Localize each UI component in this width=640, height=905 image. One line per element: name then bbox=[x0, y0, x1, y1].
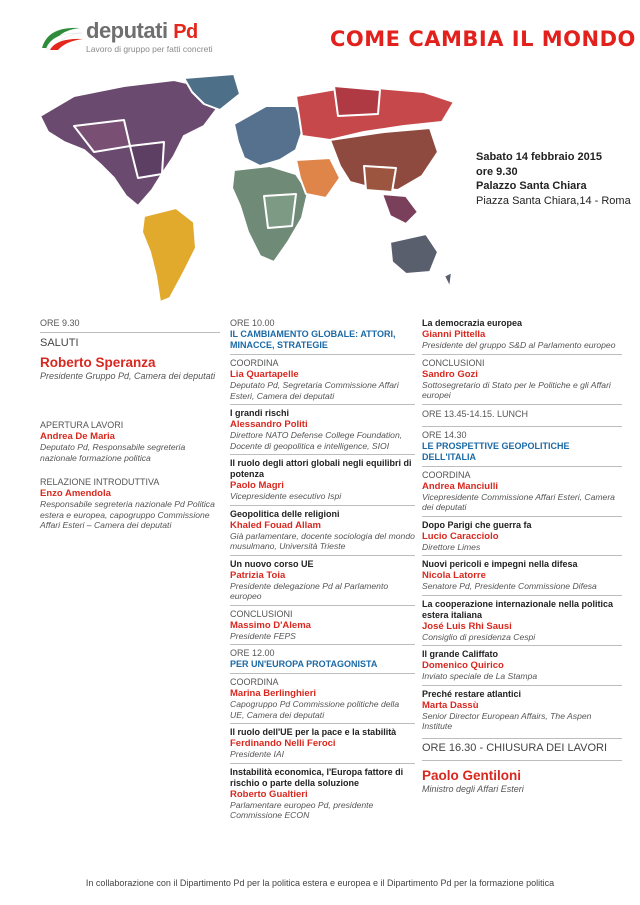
speaker-name: Roberto Speranza bbox=[40, 355, 156, 370]
talk-topic: Il grande Califfato bbox=[422, 649, 499, 659]
speaker-name: José Luis Rhi Sausi bbox=[422, 620, 512, 632]
pd-logo-mark bbox=[40, 22, 84, 52]
speaker-name: Alessandro Politi bbox=[230, 419, 308, 430]
speaker-role: Direttore NATO Defense College Foundation, Docente di geopolitica e intelligence, SIOI bbox=[230, 430, 403, 451]
speaker-name: Khaled Fouad Allam bbox=[230, 519, 321, 531]
page-title: COME CAMBIA IL MONDO bbox=[330, 27, 636, 51]
speaker-name: Sandro Gozi bbox=[422, 368, 478, 380]
time-label: ORE 14.30 bbox=[422, 429, 467, 440]
talk-topic: Il ruolo degli attori globali negli equilibri di potenza bbox=[230, 458, 412, 479]
talk-topic: Il ruolo dell'UE per la pace e la stabilità bbox=[230, 727, 397, 737]
speaker-name: Patrizia Toia bbox=[230, 569, 286, 581]
world-map-illustration bbox=[34, 66, 474, 308]
speaker-role: Senatore Pd, Presidente Commissione Difesa bbox=[422, 581, 597, 591]
speaker-role: Direttore Limes bbox=[422, 541, 481, 552]
australia-shape bbox=[390, 234, 438, 274]
speaker-name: Lia Quartapelle bbox=[230, 369, 299, 380]
speaker-role: Presidente Gruppo Pd, Camera dei deputati bbox=[40, 371, 216, 381]
speaker-name: Andrea Manciulli bbox=[422, 480, 499, 492]
coordina-label: COORDINA bbox=[230, 677, 279, 687]
relazione-label: RELAZIONE INTRODUTTIVA bbox=[40, 477, 160, 487]
speaker-role: Presidente delegazione Pd al Parlamento europeo bbox=[230, 580, 389, 601]
logo-tagline: Lavoro di gruppo per fatti concreti bbox=[86, 44, 213, 54]
speaker-role: Parlamentare europeo Pd, presidente Commissione ECON bbox=[230, 799, 374, 820]
speaker-role: Senior Director European Affairs, The Aspen Institute bbox=[422, 710, 592, 731]
session-title: LE PROSPETTIVE GEOPOLITICHE DELL'ITALIA bbox=[422, 440, 570, 462]
closing-label: ORE 16.30 - CHIUSURA DEI LAVORI bbox=[422, 741, 608, 754]
speaker-name: Roberto Gualtieri bbox=[230, 788, 308, 800]
speaker-name: Marta Dassù bbox=[422, 699, 479, 711]
speaker-role: Presidente IAI bbox=[230, 749, 284, 759]
speaker-name: Marina Berlinghieri bbox=[230, 688, 317, 699]
footer-note: In collaborazione con il Dipartimento Pd per la politica estera e europea e il Dipartimento Pd per la formazione politica bbox=[85, 878, 555, 888]
coordina-label: COORDINA bbox=[422, 469, 471, 480]
talk-topic: Preché restare atlantici bbox=[422, 688, 522, 699]
speaker-name: Enzo Amendola bbox=[40, 488, 111, 499]
session-title: IL CAMBIAMENTO GLOBALE: ATTORI, MINACCE, STRATEGIE bbox=[230, 329, 396, 350]
speaker-name: Massimo D'Alema bbox=[230, 619, 311, 631]
apertura-label: APERTURA LAVORI bbox=[40, 420, 124, 430]
program-column-3 bbox=[422, 318, 622, 795]
time-label: ORE 12.00 bbox=[230, 648, 275, 658]
europe-shape bbox=[234, 106, 304, 166]
speaker-role: Deputato Pd, Segretaria Commissione Affari Esteri, Camera dei deputati bbox=[230, 380, 399, 401]
talk-topic: Instabilità economica, l'Europa fattore di rischio o parte della soluzione bbox=[230, 766, 404, 788]
logo-word: deputati bbox=[86, 18, 168, 43]
speaker-role: Inviato speciale de La Stampa bbox=[422, 671, 538, 681]
program-column-2 bbox=[230, 318, 415, 821]
speaker-role: Consiglio di presidenza Cespi bbox=[422, 631, 536, 642]
event-time: ore 9.30 bbox=[476, 165, 518, 178]
talk-topic: I grandi rischi bbox=[230, 408, 290, 418]
talk-topic: Dopo Parigi che guerra fa bbox=[422, 519, 532, 530]
program-column-1 bbox=[40, 318, 220, 531]
coordina-label: COORDINA bbox=[230, 358, 279, 368]
talk-topic: Geopolitica delle religioni bbox=[230, 508, 340, 519]
talk-topic: Un nuovo corso UE bbox=[230, 558, 314, 569]
conclusioni-label: CONCLUSIONI bbox=[230, 608, 293, 619]
talk-topic: Nuovi pericoli e impegni nella difesa bbox=[422, 559, 578, 569]
speaker-role: Deputato Pd, Responsabile segreteria nazionale formazione politica bbox=[40, 442, 186, 463]
event-info bbox=[476, 150, 631, 208]
time-label: ORE 9.30 bbox=[40, 318, 80, 328]
southeast-asia-shape bbox=[382, 194, 418, 224]
event-date: Sabato 14 febbraio 2015 bbox=[476, 151, 602, 163]
speaker-name: Ferdinando Nelli Feroci bbox=[230, 738, 336, 749]
south-america-shape bbox=[142, 208, 196, 302]
speaker-name: Gianni Pittella bbox=[422, 329, 486, 340]
speaker-role: Vicepresidente esecutivo Ispi bbox=[230, 491, 342, 501]
speaker-name: Andrea De Maria bbox=[40, 431, 115, 442]
event-venue: Palazzo Santa Chiara bbox=[476, 180, 587, 192]
conclusioni-label: CONCLUSIONI bbox=[422, 357, 485, 368]
speaker-role: Presidente FEPS bbox=[230, 630, 296, 641]
talk-topic: La democrazia europea bbox=[422, 318, 523, 328]
session-title: PER UN'EUROPA PROTAGONISTA bbox=[230, 659, 378, 669]
speaker-role: Sottosegretario di Stato per le Politiche e gli Affari europei bbox=[422, 379, 611, 400]
speaker-name: Paolo Gentiloni bbox=[422, 767, 522, 783]
speaker-name: Lucio Caracciolo bbox=[422, 530, 499, 542]
speaker-role: Responsabile segreteria nazionale Pd Politica estera e europea, capogruppo Commissione Affari Esteri – Camera dei deputati bbox=[40, 499, 215, 530]
logo-pd: Pd bbox=[173, 21, 198, 43]
speaker-name: Nicola Latorre bbox=[422, 570, 486, 581]
speaker-role: Vicepresidente Commissione Affari Esteri, Camera dei deputati bbox=[422, 491, 615, 512]
speaker-role: Ministro degli Affari Esteri bbox=[422, 783, 524, 794]
event-address: Piazza Santa Chiara,14 - Roma bbox=[476, 194, 631, 207]
speaker-name: Paolo Magri bbox=[230, 480, 284, 491]
speaker-name: Domenico Quirico bbox=[422, 660, 504, 671]
time-label: ORE 10.00 bbox=[230, 318, 275, 328]
saluti-label: SALUTI bbox=[40, 337, 79, 349]
speaker-role: Capogruppo Pd Commissione politiche della UE, Camera dei deputati bbox=[230, 699, 400, 720]
logo-wordmark bbox=[86, 18, 198, 44]
speaker-role: Già parlamentare, docente sociologia del mondo musulmano, Università Trieste bbox=[230, 530, 415, 551]
speaker-role: Presidente del gruppo S&D al Parlamento europeo bbox=[422, 340, 616, 350]
lunch-label: ORE 13.45-14.15. LUNCH bbox=[422, 408, 529, 419]
talk-topic: La cooperazione internazionale nella politica estera italiana bbox=[422, 598, 614, 620]
